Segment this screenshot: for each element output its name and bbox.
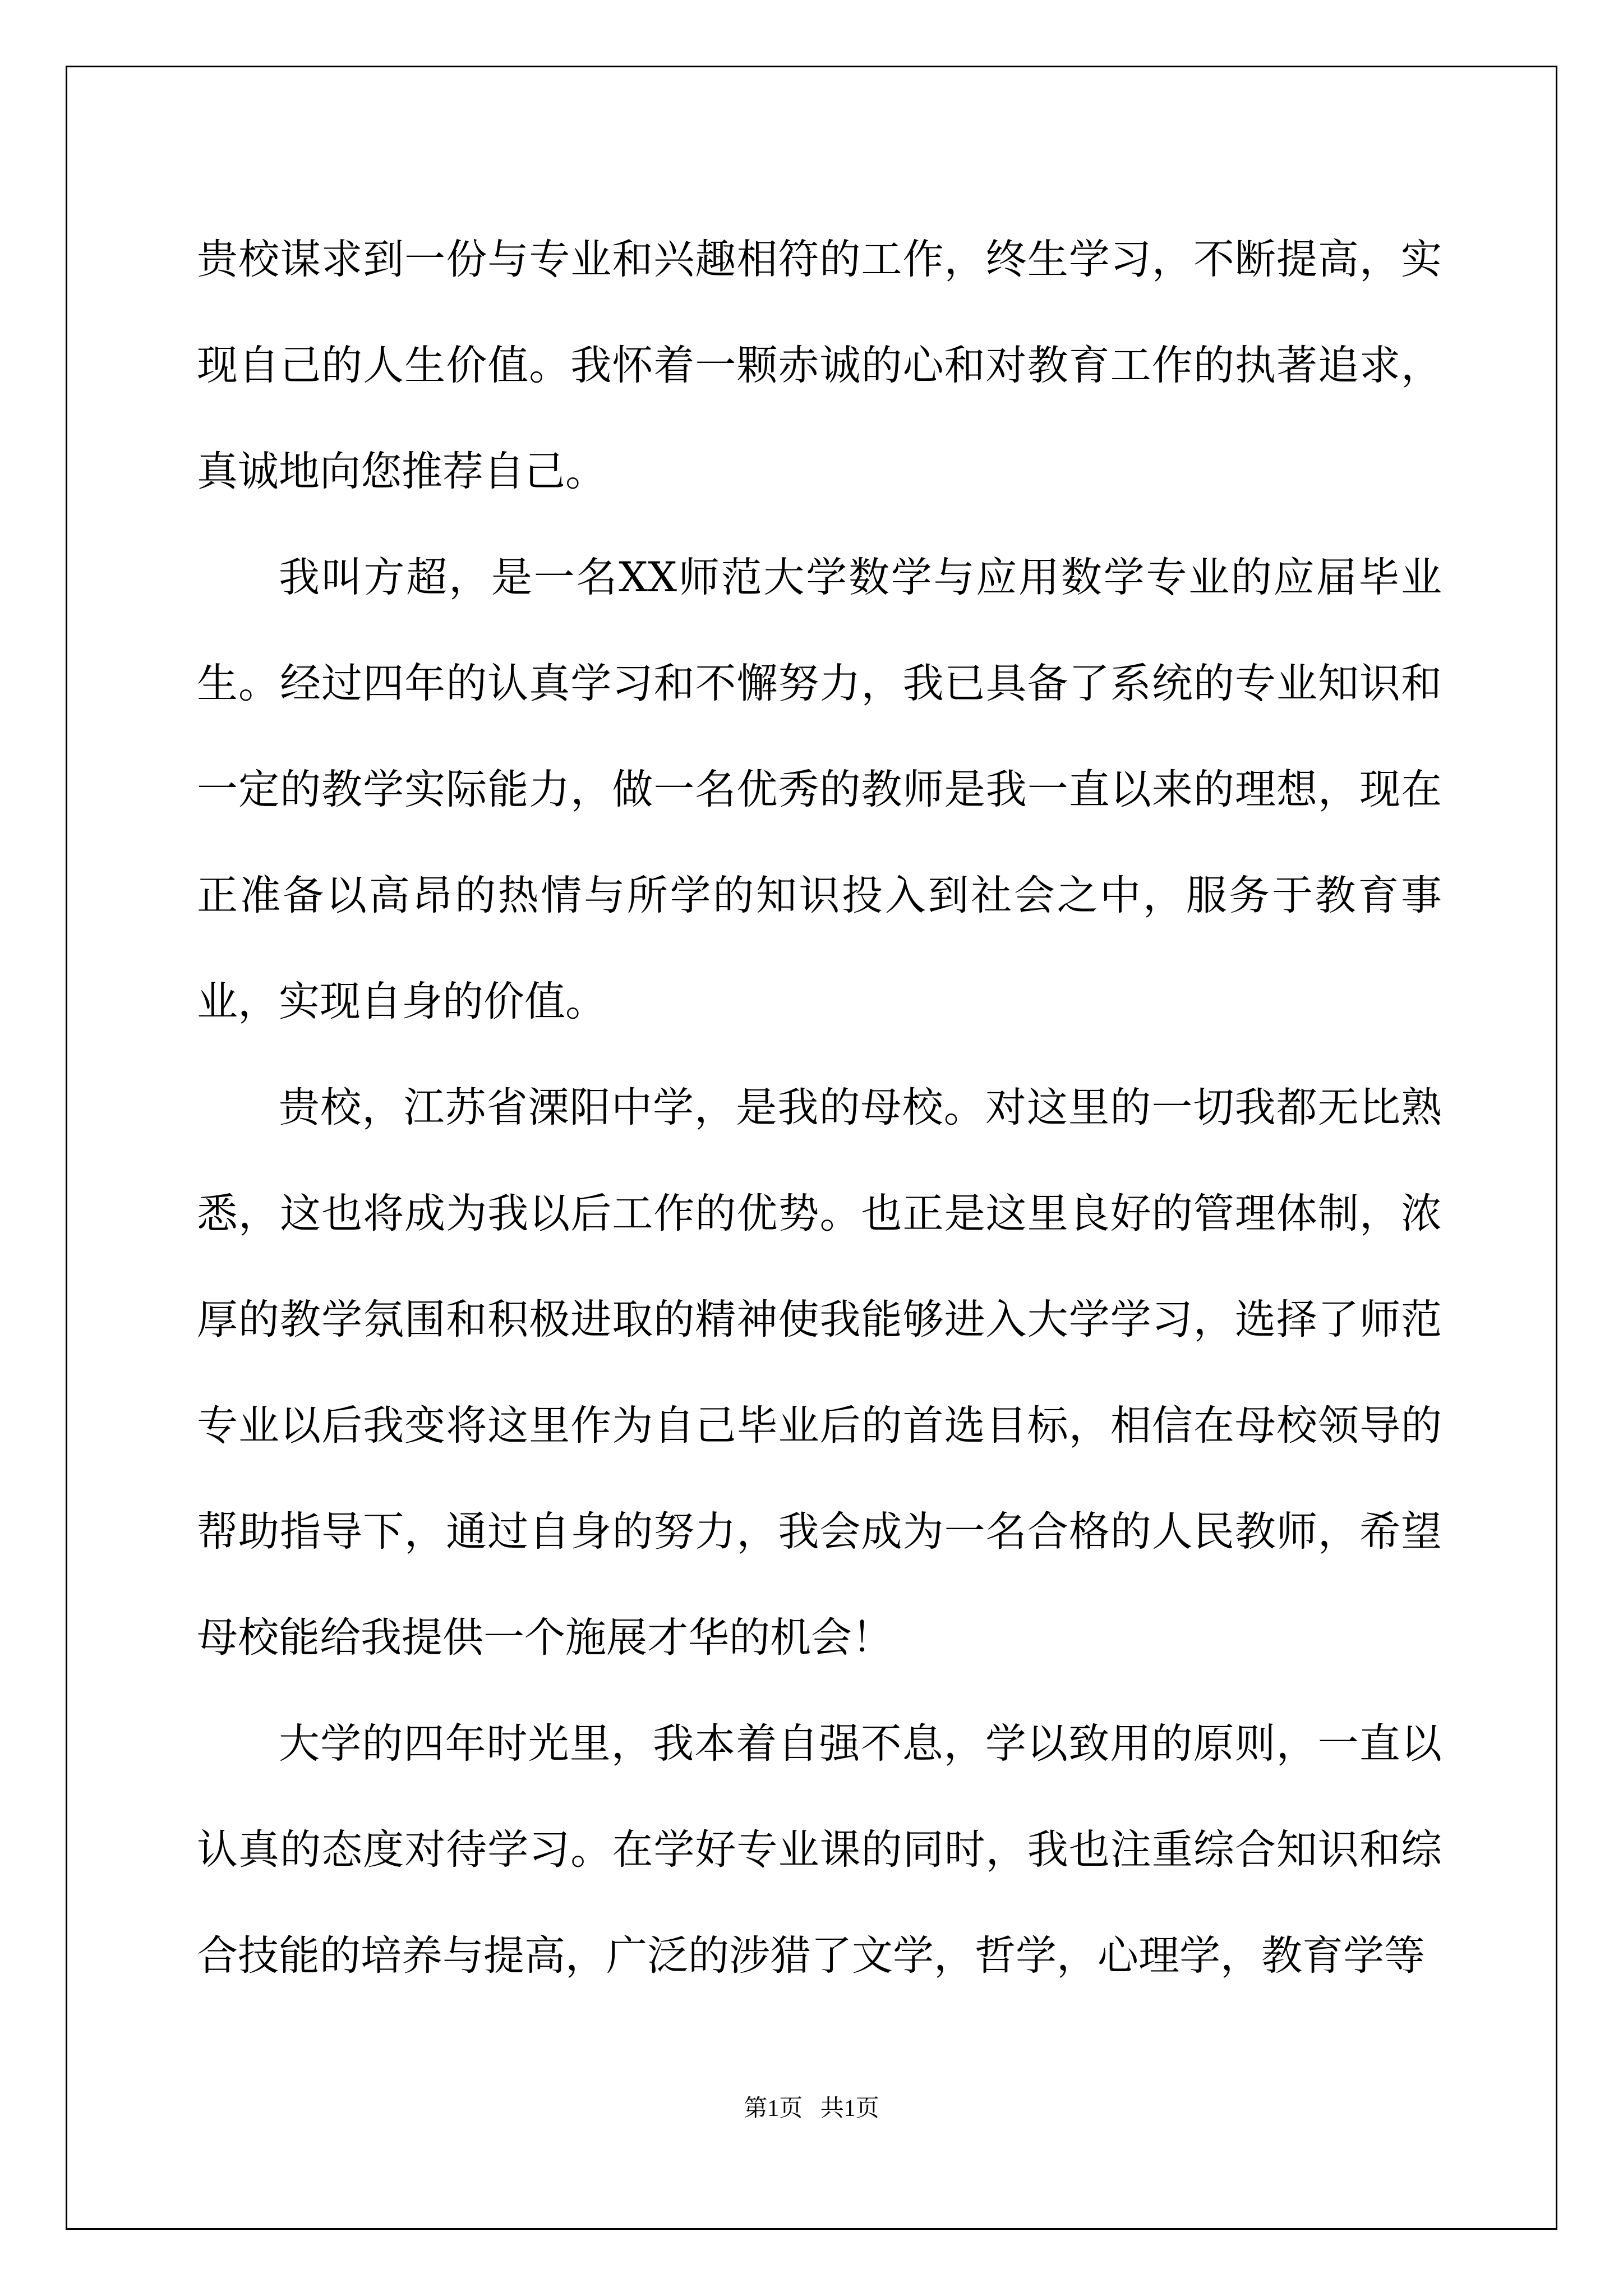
paragraph-2: 我叫方超，是一名XX师范大学数学与应用数学专业的应届毕业生。经过四年的认真学习和不懈努力，我已具备了系统的专业知识和一定的教学实际能力，做一名优秀的教师是我一直以来的理想，现在正准备以高昂的热情与所学的知识投入到社会之中，服务于教育事业，实现自身的价值。 [197, 554, 1442, 1025]
document-body [197, 206, 1442, 2009]
paragraph-3: 贵校，江苏省溧阳中学，是我的母校。对这里的一切我都无比熟悉，这也将成为我以后工作的优势。也正是这里良好的管理体制，浓厚的教学氛围和积极进取的精神使我能够进入大学学习，选择了师范专业以后我变将这里作为自己毕业后的首选目标，相信在母校领导的帮助指导下，通过自身的努力，我会成为一名合格的人民教师，希望母校能给我提供一个施展才华的机会！ [197, 1084, 1442, 1662]
paragraph-4: 大学的四年时光里，我本着自强不息，学以致用的原则，一直以认真的态度对待学习。在学好专业课的同时，我也注重综合知识和综合技能的培养与提高，广泛的涉猎了文学，哲学，心理学，教育学等 [197, 1720, 1442, 1980]
page-footer: 第1页 共1页 [744, 2096, 879, 2122]
paragraph-1: 贵校谋求到一份与专业和兴趣相符的工作，终生学习，不断提高，实现自己的人生价值。我怀着一颗赤诚的心和对教育工作的执著追求，真诚地向您推荐自己。 [197, 236, 1442, 495]
